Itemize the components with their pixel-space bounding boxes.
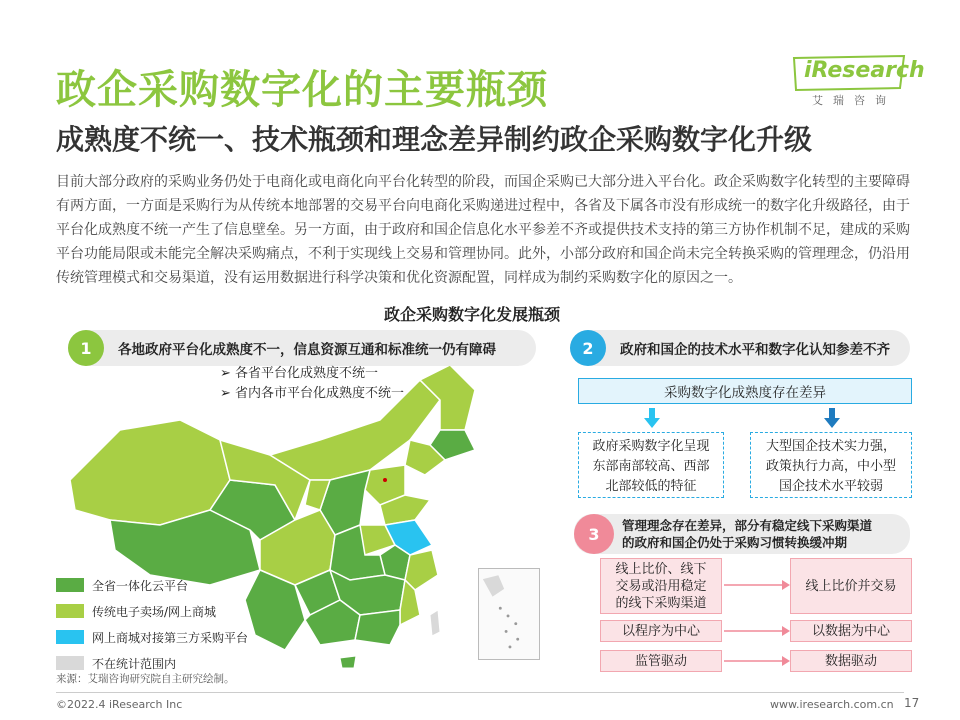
source-note: 来源：艾瑞咨询研究院自主研究绘制。 bbox=[56, 673, 235, 685]
label-line: 的政府和国企仍处于采购习惯转换缓冲期 bbox=[622, 535, 848, 550]
box-line: 线上比价、线下 bbox=[615, 561, 707, 577]
box-line: 政府采购数字化呈现 bbox=[592, 439, 710, 454]
bottleneck-3-pill bbox=[574, 514, 910, 554]
box-line: 大型国企技术实力强， bbox=[765, 439, 896, 454]
bullet-item: ➢ 各省平台化成熟度不统一 bbox=[220, 366, 379, 381]
government-gap-box bbox=[578, 432, 724, 498]
legend-label: 不在统计范围内 bbox=[92, 656, 177, 671]
legend-swatch bbox=[56, 604, 84, 618]
arrow-right-icon bbox=[724, 624, 790, 638]
bottleneck-2-label: 政府和国企的技术水平和数字化认知参差不齐 bbox=[620, 342, 890, 358]
legend-label: 全省一体化云平台 bbox=[92, 578, 189, 593]
bottleneck-1-number: 1 bbox=[68, 330, 104, 366]
bottleneck-1-pill bbox=[68, 330, 536, 366]
region-hainan bbox=[340, 656, 356, 668]
legend-swatch bbox=[56, 630, 84, 644]
legend-item bbox=[56, 598, 248, 624]
from-box bbox=[600, 558, 722, 614]
arrow-right-icon bbox=[724, 654, 790, 668]
region-taiwan bbox=[430, 610, 440, 636]
legend-label: 网上商城对接第三方采购平台 bbox=[92, 630, 249, 645]
logo-text: iResearch bbox=[804, 58, 925, 83]
box-line: 东部南部较高、西部 bbox=[592, 459, 710, 474]
intro-paragraph: 目前大部分政府的采购业务仍处于电商化或电商化向平台化转型的阶段，而国企采购已大部分进入平台化。政企采购数字化转型的主要障碍有两方面，一方面是采购行为从传统本地部署的交易平台向电商化采购递进过程中，各省及下属各市没有形成统一的数字化升级路径，由于平台化成熟度不统一产生了信息壁垒。另一方面，由于政府和国企信息化水平参差不齐或提供技术支持的第三方协作机制不足，建成的采购平台功能局限或未能完全解决采购痛点，不利于实现线上交易和管理协同。此外，小部分政府和国企尚未完全转换采购的管理理念，仍沿用传统管理模式和交易渠道，没有运用数据进行科学决策和优化资源配置，同样成为制约采购数字化的原因之一。 bbox=[56, 174, 910, 286]
maturity-difference-box: 采购数字化成熟度存在差异 bbox=[578, 378, 912, 404]
beijing-marker bbox=[383, 478, 387, 482]
map-legend bbox=[56, 572, 248, 676]
bottleneck-1-bullets bbox=[220, 364, 404, 404]
page-number: 17 bbox=[904, 696, 920, 710]
arrow-right-icon bbox=[724, 578, 790, 592]
footer-divider bbox=[56, 692, 904, 693]
box-line: 的线下采购渠道 bbox=[615, 595, 707, 611]
to-box: 数据驱动 bbox=[790, 650, 912, 672]
arrow-down-icon bbox=[640, 406, 664, 430]
region-xinjiang bbox=[70, 420, 230, 525]
box-line: 北部较低的特征 bbox=[605, 479, 697, 494]
box-line: 政策执行力高，中小型 bbox=[765, 459, 896, 474]
page-title: 政企采购数字化的主要瓶颈 bbox=[56, 67, 548, 113]
label-line: 管理理念存在差异，部分有稳定线下采购渠道 bbox=[622, 518, 873, 533]
from-box: 以程序为中心 bbox=[600, 620, 722, 642]
arrow-down-icon bbox=[820, 406, 844, 430]
footer-copyright: ©2022.4 iResearch Inc bbox=[56, 698, 183, 711]
diagram-title: 政企采购数字化发展瓶颈 bbox=[384, 305, 561, 324]
box-line: 交易或沿用稳定 bbox=[615, 578, 707, 594]
footer-website: www.iresearch.com.cn bbox=[770, 698, 894, 711]
from-box: 监管驱动 bbox=[600, 650, 722, 672]
page-subtitle: 成熟度不统一、技术瓶颈和理念差异制约政企采购数字化升级 bbox=[56, 123, 813, 156]
box-line: 国企技术水平较弱 bbox=[778, 479, 883, 494]
bottleneck-1-label: 各地政府平台化成熟度不一，信息资源互通和标准统一仍有障碍 bbox=[118, 342, 496, 358]
bottleneck-3-label bbox=[622, 517, 872, 551]
to-box: 线上比价并交易 bbox=[790, 558, 912, 614]
bottleneck-2-number: 2 bbox=[570, 330, 606, 366]
legend-swatch bbox=[56, 578, 84, 592]
region-guangdong bbox=[355, 610, 400, 645]
logo-subtext: 艾瑞咨询 bbox=[812, 94, 896, 107]
soe-gap-box bbox=[750, 432, 912, 498]
bullet-item: ➢ 省内各市平台化成熟度不统一 bbox=[220, 386, 405, 401]
bottleneck-3-number: 3 bbox=[574, 514, 614, 554]
legend-label: 传统电子卖场/网上商城 bbox=[92, 604, 217, 619]
legend-swatch bbox=[56, 656, 84, 670]
to-box: 以数据为中心 bbox=[790, 620, 912, 642]
legend-item bbox=[56, 624, 248, 650]
bottleneck-2-pill bbox=[570, 330, 910, 366]
south-china-sea-inset bbox=[478, 568, 540, 660]
legend-item bbox=[56, 572, 248, 598]
